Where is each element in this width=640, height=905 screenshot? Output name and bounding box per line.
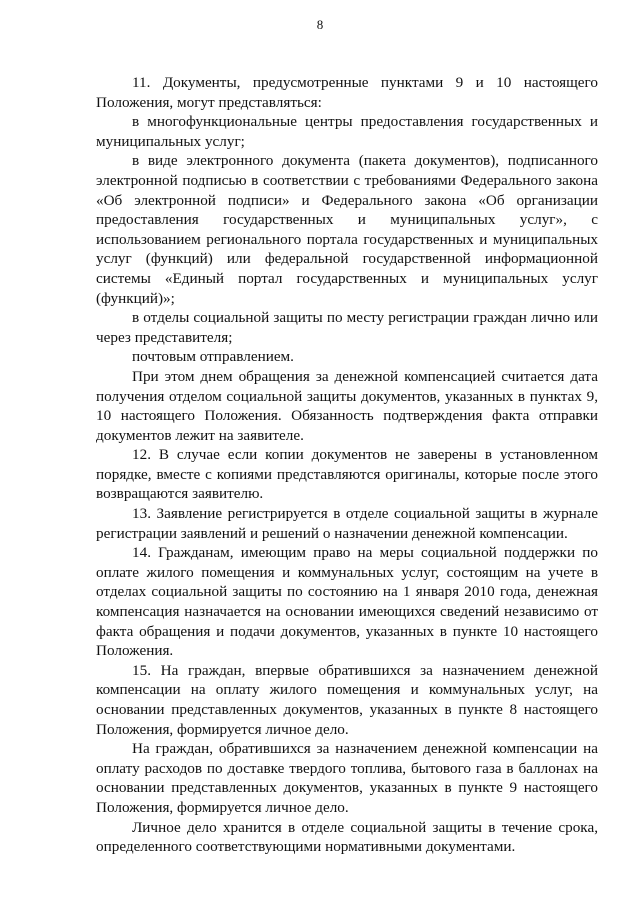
document-body xyxy=(96,73,598,857)
paragraph-15: 15. На граждан, впервые обратившихся за назначением денежной компенсации на оплату жилого помещения и коммунальных услуг, на основании представленных документов, указанных в пункте 8 настоящего Положения, формируется личное дело. xyxy=(96,661,598,738)
paragraph-mail: почтовым отправлением. xyxy=(132,348,294,366)
paragraph-13: 13. Заявление регистрируется в отделе социальной защиты в журнале регистрации заявлений и решений о назначении денежной компенсации. xyxy=(96,505,598,542)
paragraph-11: 11. Документы, предусмотренные пунктами 9 и 10 настоящего Положения, могут представляться: xyxy=(96,74,598,111)
paragraph-storage: Личное дело хранится в отделе социальной защиты в течение срока, определенного соответствующими нормативными документами. xyxy=(96,818,598,856)
paragraph-application-date: При этом днем обращения за денежной компенсацией считается дата получения отделом социальной защиты документов, указанных в пунктах 9, 10 настоящего Положения. Обязанность подтверждения факта отправки документов лежит на заявителе. xyxy=(96,367,598,444)
page-number: 8 xyxy=(316,17,324,32)
paragraph-fuel-gas: На граждан, обратившихся за назначением денежной компенсации на оплату расходов по доставке твердого топлива, бытового газа в баллонах на основании представленных документов, указанных в пункте 9 настоящего Положения, формируется личное дело. xyxy=(96,740,598,816)
paragraph-social-offices: в отделы социальной защиты по месту регистрации граждан лично или через представителя; xyxy=(96,309,598,346)
paragraph-mfc: в многофункциональные центры предоставления государственных и муниципальных услуг; xyxy=(96,113,598,150)
paragraph-14: 14. Гражданам, имеющим право на меры социальной поддержки по оплате жилого помещения и коммунальных услуг, состоящим на учете в отделах социальной защиты по состоянию на 1 января 2010 года, денежная компенсация назначается на основании имеющихся сведений независимо от факта обращения и подачи документов, указанных в пункте 10 настоящего Положения. xyxy=(96,544,598,660)
paragraph-12: 12. В случае если копии документов не заверены в установленном порядке, вместе с копиями представляются оригиналы, которые после этого возвращаются заявителю. xyxy=(96,446,598,503)
paragraph-electronic: в виде электронного документа (пакета документов), подписанного электронной подписью в соответствии с требованиями Федерального закона «Об электронной подписи» и Федерального закона «Об организации предоставления государственных и муниципальных услуг», с использованием регионального портала государственных и муниципальных услуг (функций) или федеральной государственной информационной системы «Единый портал государственных и муниципальных услуг (функций)»; xyxy=(96,152,598,307)
